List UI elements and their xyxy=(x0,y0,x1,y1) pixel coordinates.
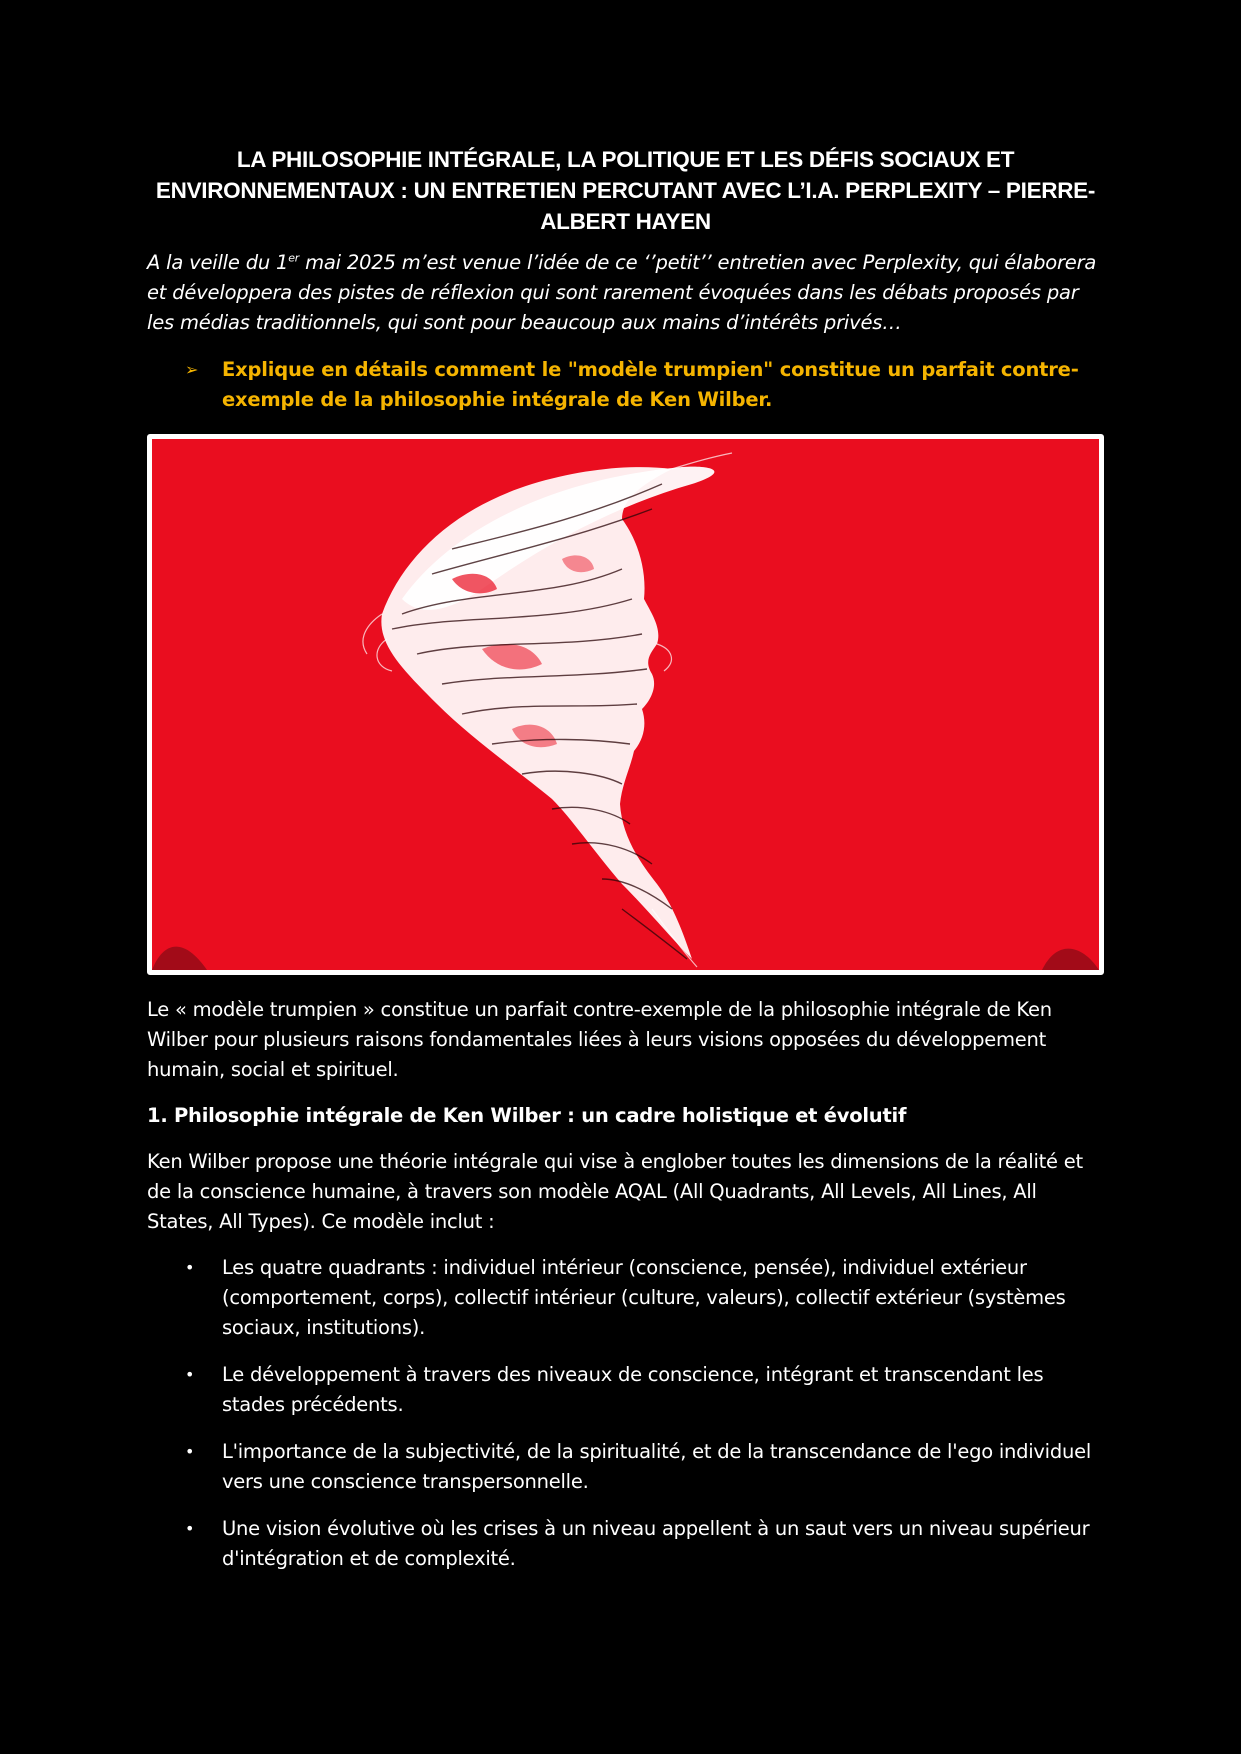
intro-text-end: mai 2025 m’est venue l’idée de ce ‘’petit’’ entretien avec Perplexity, qui élaborera et développera des pistes de réflexion qui sont rarement évoquées dans les débats proposés par les médias traditionnels, qui sont pour beaucoup aux mains d’intérêts privés… xyxy=(147,251,1097,334)
bullet-dot-icon: • xyxy=(185,1442,195,1461)
list-item xyxy=(147,1360,1104,1420)
list-item-text: Une vision évolutive où les crises à un niveau appellent à un saut vers un niveau supérieur d'intégration et de complexité. xyxy=(222,1517,1090,1570)
list-item xyxy=(147,1437,1104,1497)
paragraph-intro-answer: Le « modèle trumpien » constitue un parfait contre-exemple de la philosophie intégrale de Ken Wilber pour plusieurs raisons fondamentales liées à leurs visions opposées du développement humain, social et spirituel. xyxy=(147,998,1052,1081)
list-item-text: Le développement à travers des niveaux de conscience, intégrant et transcendant les stades précédents. xyxy=(222,1363,1044,1416)
question-text: Explique en détails comment le "modèle trumpien" constitue un parfait contre-exemple de la philosophie intégrale de Ken Wilber. xyxy=(222,358,1079,411)
aqal-bullet-list xyxy=(147,1253,1104,1574)
intro-superscript: er xyxy=(288,251,300,265)
bullet-dot-icon: • xyxy=(185,1519,195,1538)
portrait-scribble-illustration xyxy=(152,439,1099,970)
bullet-dot-icon: • xyxy=(185,1258,195,1277)
question-item xyxy=(147,355,1104,415)
section-heading-1: 1. Philosophie intégrale de Ken Wilber : un cadre holistique et évolutif xyxy=(147,1104,907,1127)
intro-paragraph xyxy=(147,248,1104,338)
list-item-text: L'importance de la subjectivité, de la spiritualité, et de la transcendance de l'ego individuel vers une conscience transpersonnelle. xyxy=(222,1440,1092,1493)
document-title: LA PHILOSOPHIE INTÉGRALE, LA POLITIQUE ET LES DÉFIS SOCIAUX ET ENVIRONNEMENTAUX : UN ENTRETIEN PERCUTANT AVEC L’I.A. PERPLEXITY – PIERRE-ALBERT HAYEN xyxy=(155,147,1096,234)
intro-text-start: A la veille du 1 xyxy=(147,251,289,274)
paragraph-wilber-theory: Ken Wilber propose une théorie intégrale qui vise à englober toutes les dimensions de la réalité et de la conscience humaine, à travers son modèle AQAL (All Quadrants, All Levels, All Lines, All States, All Types). Ce modèle inclut : xyxy=(147,1150,1083,1233)
document-page xyxy=(147,144,1104,1591)
list-item xyxy=(147,1253,1104,1343)
illustration-figure xyxy=(147,434,1104,975)
list-item-text: Les quatre quadrants : individuel intérieur (conscience, pensée), individuel extérieur (comportement, corps), collectif intérieur (culture, valeurs), collectif extérieur (systèmes sociaux, institutions). xyxy=(222,1256,1066,1339)
list-item xyxy=(147,1514,1104,1574)
bullet-dot-icon: • xyxy=(185,1365,195,1384)
arrow-bullet-icon: ➢ xyxy=(185,360,199,379)
